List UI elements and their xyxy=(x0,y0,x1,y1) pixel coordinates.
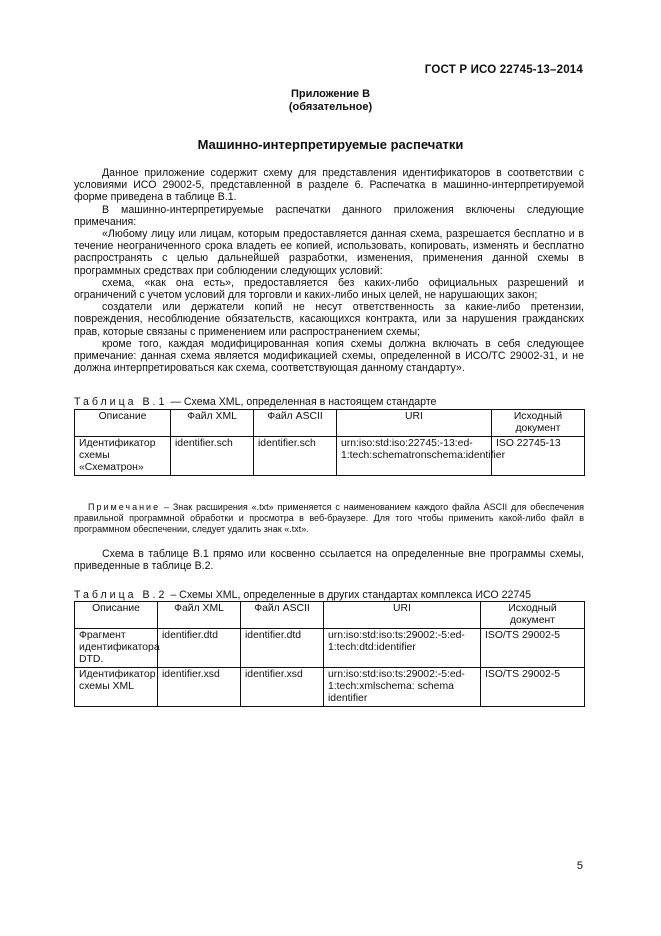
table-cell: urn:iso:std:iso:22745:-13:ed-1:tech:schematronschema:identifier xyxy=(337,437,492,476)
table-row xyxy=(75,629,585,668)
table-cell: identifier.sch xyxy=(254,437,337,476)
table1-header-cell: Описание xyxy=(75,410,171,437)
table1-header-row xyxy=(75,410,585,437)
table-cell: Идентификатор схемы «Схематрон» xyxy=(75,437,171,476)
table2-header-cell: URI xyxy=(324,602,481,629)
table1 xyxy=(74,409,585,476)
table-cell: Идентификатор схемы XML xyxy=(75,668,158,707)
table1-header-cell: URI xyxy=(337,410,492,437)
table2-header-cell: Файл ASCII xyxy=(241,602,324,629)
paragraph: создатели или держатели копий не несут ответственность за какие-либо претензии, повреждения, несоблюдение обязательств, касающихся контракта, или за нарушения гражданских прав, которые связаны с применением или распространением схемы; xyxy=(74,301,584,338)
table1-header-cell: Файл ASCII xyxy=(254,410,337,437)
table-cell: ISO 22745-13 xyxy=(492,437,585,476)
table-cell: identifier.dtd xyxy=(241,629,324,668)
table2 xyxy=(74,601,585,707)
table-cell: urn:iso:std:iso:ts:29002:-5:ed-1:tech:dtd:identifier xyxy=(324,629,481,668)
table1-header-cell: Файл XML xyxy=(171,410,254,437)
table-cell: identifier.dtd xyxy=(158,629,241,668)
annex-heading xyxy=(0,88,661,114)
paragraph: Данное приложение содержит схему для представления идентификаторов в соответствии с условиями ИСО 29002-5, представленной в разделе 6. Распечатка в машинно-интерпретируемой форме приведена в таблице В.1. xyxy=(74,167,584,204)
table-cell: identifier.xsd xyxy=(241,668,324,707)
table2-header-cell: Исходный документ xyxy=(481,602,585,629)
paragraph: В машинно-интерпретируемые распечатки данного приложения включены следующие примечания: xyxy=(74,203,584,228)
body-text xyxy=(74,167,584,374)
table1-header-cell: Исходный документ xyxy=(492,410,585,437)
table-row xyxy=(75,668,585,707)
note-text: – Знак расширения «.txt» применяется с наименованием каждого файла ASCII для обеспечения правильной программной обработки и просмотра в веб-браузере. Для того чтобы применить какой-либо файл в программном обеспечении, следует удалить знак «.txt». xyxy=(74,502,584,534)
paragraph: «Любому лицу или лицам, которым предоставляется данная схема, разрешается бесплатно и в течение неограниченного срока владеть ее копией, использовать, копировать, изменять и бесплатно распространять с целью дальнейшей разработки, изменения, применения данной схемы в программных средствах при соблюдении следующих условий: xyxy=(74,228,584,277)
page-number: 5 xyxy=(576,860,583,872)
table2-header-row xyxy=(75,602,585,629)
document-code: ГОСТ Р ИСО 22745-13–2014 xyxy=(424,64,583,76)
paragraph: кроме того, каждая модифицированная копия схемы должна включать в себя следующее примечание: данная схема является модификацией схемы, определенной в ИСО/ТС 29002-31, и не должна интерпретироваться как схема, соответствующая данному стандарту». xyxy=(74,337,584,375)
table-cell: urn:iso:std:iso:ts:29002:-5:ed-1:tech:xmlschema: schema identifier xyxy=(324,668,481,707)
annex-title: Приложение В xyxy=(290,88,371,100)
table1-note xyxy=(74,502,584,535)
annex-status: (обязательное) xyxy=(288,101,373,113)
table2-caption xyxy=(74,589,531,601)
table-cell: identifier.sch xyxy=(171,437,254,476)
paragraph: Схема в таблице В.1 прямо или косвенно ссылается на определенные вне программы схемы, приведенные в таблице В.2. xyxy=(74,548,584,573)
paragraph: схема, «как она есть», предоставляется без каких-либо официальных разрешений и ограничений с учетом условий для торговли и каких-либо иных целей, не нарушающих закон; xyxy=(74,276,584,302)
table1-caption-text: — Схема XML, определенная в настоящем стандарте xyxy=(167,396,437,408)
table-cell: identifier.xsd xyxy=(158,668,241,707)
table-cell: ISO/TS 29002-5 xyxy=(481,629,585,668)
section-title: Машинно-интерпретируемые распечатки xyxy=(197,137,464,152)
table2-caption-text: – Схемы XML, определенные в других стандартах комплекса ИСО 22745 xyxy=(167,589,532,601)
table-row xyxy=(75,437,585,476)
table-cell: ISO/TS 29002-5 xyxy=(481,668,585,707)
table1-caption xyxy=(74,396,436,408)
note-label: Примечание xyxy=(88,502,161,512)
table2-caption-label: Таблица В.2 xyxy=(74,589,168,601)
table2-header-cell: Описание xyxy=(75,602,158,629)
table1-caption-label: Таблица В.1 xyxy=(74,396,168,408)
table-cell: Фрагмент идентификатора DTD. xyxy=(75,629,158,668)
table2-header-cell: Файл XML xyxy=(158,602,241,629)
